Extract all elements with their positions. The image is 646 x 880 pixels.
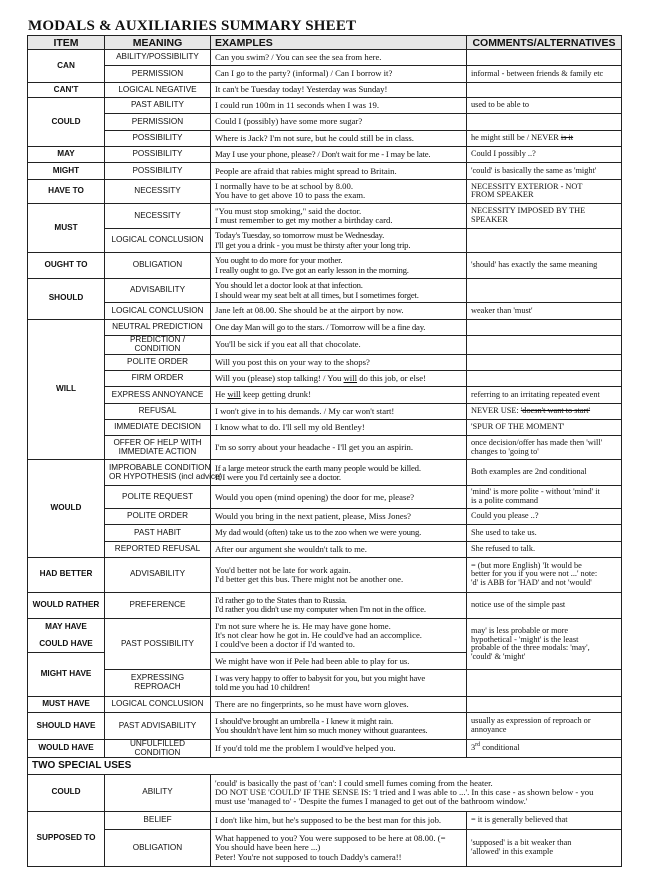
- ordinal-suffix: rd: [475, 742, 481, 749]
- comment-line: annoyance: [471, 724, 507, 734]
- comment: informal - between friends & family etc: [467, 66, 622, 82]
- item-will: WILL: [28, 319, 105, 459]
- meaning: POSSIBILITY: [105, 163, 211, 179]
- section-heading: TWO SPECIAL USES: [28, 758, 622, 774]
- meaning: POLITE REQUEST: [105, 486, 211, 508]
- table-row: [28, 370, 622, 386]
- example: It can't be Tuesday today! Yesterday was Sunday!: [211, 82, 467, 97]
- example-line: If I were you I'd certainly see a doctor.: [215, 471, 341, 482]
- example: [211, 204, 467, 229]
- table-row: [28, 147, 622, 163]
- meaning: LOGICAL CONCLUSION: [105, 303, 211, 319]
- comment: referring to an irritating repeated event: [467, 387, 622, 403]
- comment: [467, 354, 622, 370]
- comment: [467, 179, 622, 204]
- comment-line: 'd' is ABB for 'HAD' and not 'would': [471, 578, 592, 588]
- table-row: [28, 50, 622, 66]
- example: We might have won if Pele had been able to play for us.: [211, 652, 467, 669]
- table-row: [28, 739, 622, 758]
- item-would: WOULD: [28, 459, 105, 557]
- table-row: [28, 436, 622, 460]
- example-line: I really ought to go. I've got an early lesson in the morning.: [215, 264, 409, 275]
- comment-line: better for you if you were not ...' note:: [471, 569, 598, 579]
- meaning: PAST ABILITY: [105, 98, 211, 114]
- meaning: REFUSAL: [105, 403, 211, 419]
- item-supposed-to: SUPPOSED TO: [28, 811, 105, 867]
- meaning: UNFULFILLED CONDITION: [105, 739, 211, 758]
- meaning: NEUTRAL PREDICTION: [105, 319, 211, 335]
- meaning: POLITE ORDER: [105, 508, 211, 524]
- table-row: [28, 253, 622, 279]
- item-must: MUST: [28, 204, 105, 253]
- example-line: You have to get above 10 to pass the exam.: [215, 190, 366, 201]
- example: Will you post this on your way to the shops?: [211, 354, 467, 370]
- table-row: [28, 114, 622, 130]
- header-examples: EXAMPLES: [211, 36, 467, 50]
- example: [211, 670, 467, 697]
- meaning: POSSIBILITY: [105, 147, 211, 163]
- comment-line: 'supposed' is a bit weaker than: [471, 838, 572, 848]
- comment: [467, 336, 622, 355]
- example-line: You shouldn't have lent him so much money without guarantees.: [215, 724, 428, 735]
- table-row: [28, 541, 622, 557]
- comment: [467, 829, 622, 866]
- struck-text: 'doesn't want to start': [520, 405, 591, 415]
- comment: [467, 696, 622, 712]
- item-may-have: MAY HAVE: [45, 621, 87, 631]
- comment-line: once decision/offer has made then 'will': [471, 437, 603, 447]
- example: [211, 619, 467, 653]
- example-line: You ought to do more for your mother.: [215, 255, 343, 266]
- example-line: I normally have to be at school by 8.00.: [215, 181, 354, 192]
- item-could-special: COULD: [28, 774, 105, 811]
- table-row: [28, 179, 622, 204]
- comment-line: FROM SPEAKER: [471, 190, 534, 200]
- example: My dad would (often) take us to the zoo when we were young.: [211, 525, 467, 541]
- underlined-word: will: [227, 389, 241, 400]
- example-line: I'd better get this bus. There might not be another one.: [215, 573, 404, 584]
- example-line: 'could' is basically the past of 'can': I could smell fumes coming from the heater.: [215, 777, 493, 788]
- meaning-line: OR HYPOTHESIS (incl advice): [109, 471, 223, 481]
- example: [211, 774, 622, 811]
- item-had-better: HAD BETTER: [28, 557, 105, 592]
- comment: She used to take us.: [467, 525, 622, 541]
- table-row: [28, 163, 622, 179]
- meaning: NECESSITY: [105, 179, 211, 204]
- item-may: MAY: [28, 147, 105, 163]
- section-row: [28, 758, 622, 774]
- example: I know what to do. I'll sell my old Bentley!: [211, 420, 467, 436]
- table-row: [28, 713, 622, 740]
- comment-line: probable of the three modals: 'may',: [471, 643, 590, 653]
- table-row: [28, 319, 622, 335]
- table-row: [28, 619, 622, 653]
- comment-line: NECESSITY IMPOSED BY THE: [471, 206, 586, 216]
- meaning: FIRM ORDER: [105, 370, 211, 386]
- comment: [467, 228, 622, 253]
- table-row: [28, 525, 622, 541]
- example: Where is Jack? I'm not sure, but he could still be in class.: [211, 130, 467, 146]
- example-line: I should've brought an umbrella - I knew it might rain.: [215, 715, 394, 726]
- table-row: [28, 403, 622, 419]
- example: May I use your phone, please? / Don't wait for me - I may be late.: [211, 147, 467, 163]
- meaning: ABILITY: [105, 774, 211, 811]
- comment: [467, 713, 622, 740]
- example: I don't like him, but he's supposed to be the best man for this job.: [211, 811, 467, 829]
- table-row: [28, 557, 622, 592]
- meaning: NECESSITY: [105, 204, 211, 229]
- table-row: [28, 592, 622, 619]
- example: Would you bring in the next patient, please, Miss Jones?: [211, 508, 467, 524]
- example-line: You'd better not be late for work again.: [215, 564, 351, 575]
- item-could: COULD: [28, 98, 105, 147]
- summary-table: [27, 35, 622, 867]
- struck-text: is it: [560, 133, 574, 143]
- comment: [467, 370, 622, 386]
- item-must-have: MUST HAVE: [28, 696, 105, 712]
- comment: weaker than 'must': [467, 303, 622, 319]
- comment-line: SPEAKER: [471, 215, 508, 224]
- comment: [467, 486, 622, 508]
- meaning: BELIEF: [105, 811, 211, 829]
- table-row: [28, 130, 622, 146]
- meaning: POSSIBILITY: [105, 130, 211, 146]
- example: [211, 459, 467, 486]
- example-line: I must remember to get my mother a birthday card.: [215, 215, 393, 225]
- example-line: DO NOT USE 'COULD' IF THE SENSE IS: 'I tried and I was able to ...'. In this case - as shown below - you: [215, 787, 594, 798]
- comment: [467, 619, 622, 670]
- comment-line: 'could' & 'might': [471, 651, 526, 661]
- comment: [467, 82, 622, 97]
- example-text: He: [215, 389, 228, 400]
- meaning: EXPRESS ANNOYANCE: [105, 387, 211, 403]
- meaning: IMMEDIATE DECISION: [105, 420, 211, 436]
- example-line: I'd rather you didn't use my computer when I'm not in the office.: [215, 604, 426, 615]
- example-line: I was very happy to offer to babysit for you, but you might have: [215, 672, 425, 683]
- example: [211, 713, 467, 740]
- comment: Could you please ..?: [467, 508, 622, 524]
- example: People are afraid that rabies might spread to Britain.: [211, 163, 467, 179]
- comment-line: hypothetical - 'might' is the least: [471, 634, 579, 644]
- comment: [467, 739, 622, 758]
- meaning: LOGICAL CONCLUSION: [105, 228, 211, 253]
- page-title: MODALS & AUXILIARIES SUMMARY SHEET: [28, 18, 357, 34]
- comment-line: NECESSITY EXTERIOR - NOT: [471, 181, 583, 191]
- meaning: PERMISSION: [105, 114, 211, 130]
- header-comments: COMMENTS/ALTERNATIVES: [467, 36, 622, 50]
- example-line: I'll get you a drink - you must be thirsty after your long trip.: [215, 239, 411, 250]
- example-line: I should wear my seat belt at all times, but I sometimes forget.: [215, 289, 419, 300]
- comment: 'SPUR OF THE MOMENT': [467, 420, 622, 436]
- meaning: PREDICTION / CONDITION: [105, 336, 211, 355]
- comment-number: 3: [471, 743, 476, 753]
- comment-text: he might still be / NEVER: [471, 133, 559, 143]
- table-row: [28, 387, 622, 403]
- comment: [467, 670, 622, 697]
- table-row: [28, 98, 622, 114]
- comment-line: may' is less probable or more: [471, 625, 569, 635]
- table-row: [28, 82, 622, 97]
- item-could-have: COULD HAVE: [39, 638, 93, 648]
- comment: 'should' has exactly the same meaning: [467, 253, 622, 279]
- table-row: [28, 829, 622, 866]
- table-row: [28, 459, 622, 486]
- table-row: [28, 774, 622, 811]
- table-row: [28, 354, 622, 370]
- meaning: REPORTED REFUSAL: [105, 541, 211, 557]
- comment-line: changes to 'going to': [471, 446, 539, 456]
- comment: [467, 204, 622, 229]
- comment: [467, 114, 622, 130]
- example: There are no fingerprints, so he must have worn gloves.: [211, 696, 467, 712]
- example: If you'd told me the problem I would've helped you.: [211, 739, 467, 758]
- item-can: CAN: [28, 50, 105, 83]
- table-row: [28, 228, 622, 253]
- example-line: You should let a doctor look at that infection.: [215, 280, 363, 291]
- table-row: [28, 670, 622, 697]
- example: [211, 557, 467, 592]
- comment: Both examples are 2nd conditional: [467, 459, 622, 486]
- meaning-line: IMPROBABLE CONDITION: [109, 463, 211, 473]
- example: Jane left at 08.00. She should be at the airport by now.: [211, 303, 467, 319]
- comment: Could I possibly ..?: [467, 147, 622, 163]
- example-line: You should have been here ...): [215, 842, 321, 853]
- comment: [467, 557, 622, 592]
- meaning: LOGICAL NEGATIVE: [105, 82, 211, 97]
- table-row: [28, 204, 622, 229]
- meaning: PERMISSION: [105, 66, 211, 82]
- comment: [467, 319, 622, 335]
- table-row: [28, 508, 622, 524]
- item-ought-to: OUGHT TO: [28, 253, 105, 279]
- comment: She refused to talk.: [467, 541, 622, 557]
- example-line: told me you had 10 children!: [215, 682, 311, 693]
- example: One day Man will go to the stars. / Tomorrow will be a fine day.: [211, 319, 467, 335]
- example: [211, 829, 467, 866]
- comment: 'could' is basically the same as 'might': [467, 163, 622, 179]
- example: Could I (possibly) have some more sugar?: [211, 114, 467, 130]
- meaning: PREFERENCE: [105, 592, 211, 619]
- comment: [467, 436, 622, 460]
- example-line: I'd rather go to the States than to Russia.: [215, 595, 347, 606]
- example: [211, 253, 467, 279]
- example: I'm so sorry about your headache - I'll get you an aspirin.: [211, 436, 467, 460]
- item-would-rather: WOULD RATHER: [28, 592, 105, 619]
- meaning-line: IMMEDIATE ACTION: [118, 446, 197, 456]
- example-line: If a large meteor struck the earth many people would be killed.: [215, 462, 421, 473]
- example-line: Peter! You're not supposed to touch Daddy's camera!!: [215, 851, 402, 862]
- example: Can I go to the party? (informal) / Can I borrow it?: [211, 66, 467, 82]
- example: I won't give in to his demands. / My car won't start!: [211, 403, 467, 419]
- meaning: [105, 459, 223, 486]
- meaning: POLITE ORDER: [105, 354, 211, 370]
- example-line: What happened to you? You were supposed to be here at 08.00. (=: [215, 833, 446, 844]
- header-item: ITEM: [28, 36, 105, 50]
- item-have-to: HAVE TO: [28, 179, 105, 204]
- example-text: Will you (please) stop talking! / You: [215, 373, 344, 384]
- example: [211, 592, 467, 619]
- comment-line: 'allowed' in this example: [471, 846, 554, 856]
- comment-line: is a polite command: [471, 496, 539, 506]
- example-line: I could've been a doctor if I'd wanted to.: [215, 639, 355, 650]
- meaning: OBLIGATION: [105, 253, 211, 279]
- example-line: "You must stop smoking," said the doctor.: [215, 205, 362, 216]
- example: I could run 100m in 11 seconds when I was 19.: [211, 98, 467, 114]
- meaning: ADVISABILITY: [105, 557, 211, 592]
- comment: [467, 278, 622, 303]
- item-should: SHOULD: [28, 278, 105, 319]
- meaning: PAST HABIT: [105, 525, 211, 541]
- example-line: must use 'managed to' - 'Despite the fumes I managed to get out of the bathroom window.': [215, 796, 528, 807]
- example-text: keep getting drunk!: [240, 389, 312, 400]
- example: [211, 278, 467, 303]
- table-row: [28, 336, 622, 355]
- item-should-have: SHOULD HAVE: [28, 713, 105, 740]
- comment-text: conditional: [480, 743, 520, 753]
- table-row: [28, 66, 622, 82]
- meaning: ABILITY/POSSIBILITY: [105, 50, 211, 66]
- comment-line: = (but more English) 'It would be: [471, 560, 582, 570]
- table-row: [28, 696, 622, 712]
- underlined-word: will: [343, 373, 358, 384]
- example: After our argument she wouldn't talk to me.: [211, 541, 467, 557]
- meaning: LOGICAL CONCLUSION: [105, 696, 211, 712]
- comment: [467, 403, 622, 419]
- comment: used to be able to: [467, 98, 622, 114]
- example-text: do this job, or else!: [357, 373, 427, 384]
- table-row: [28, 420, 622, 436]
- comment-line: 'mind' is more polite - without 'mind' it: [471, 487, 600, 497]
- example: Would you open (mind opening) the door for me, please?: [211, 486, 467, 508]
- example-line: Today's Tuesday, so tomorrow must be Wednesday.: [215, 230, 385, 241]
- meaning: PAST ADVISABILITY: [105, 713, 211, 740]
- example-line: It's not clear how he got in. He could've had an accomplice.: [215, 630, 422, 641]
- meaning: EXPRESSING REPROACH: [105, 670, 211, 697]
- header-meaning: MEANING: [105, 36, 211, 50]
- meaning: PAST POSSIBILITY: [105, 619, 211, 670]
- item-cant: CAN'T: [28, 82, 105, 97]
- table-row: [28, 486, 622, 508]
- item-may-could-have: [28, 619, 105, 653]
- comment: = it is generally believed that: [467, 811, 622, 829]
- comment: notice use of the simple past: [467, 592, 622, 619]
- item-might-have: MIGHT HAVE: [28, 652, 105, 696]
- example: [211, 387, 467, 403]
- header-row: [28, 36, 622, 50]
- item-might: MIGHT: [28, 163, 105, 179]
- table-row: [28, 303, 622, 319]
- table-row: [28, 811, 622, 829]
- comment: [467, 50, 622, 66]
- item-would-have: WOULD HAVE: [28, 739, 105, 758]
- example: [211, 370, 467, 386]
- example: Can you swim? / You can see the sea from here.: [211, 50, 467, 66]
- comment: [467, 130, 622, 146]
- comment-text: NEVER USE:: [471, 405, 521, 415]
- table-row: [28, 278, 622, 303]
- example-line: I'm not sure where he is. He may have gone home.: [215, 620, 391, 631]
- meaning: [105, 436, 211, 460]
- example: [211, 179, 467, 204]
- comment-line: usually as expression of reproach or: [471, 716, 591, 726]
- example: [211, 228, 467, 253]
- example: You'll be sick if you eat all that chocolate.: [211, 336, 467, 355]
- meaning: ADVISABILITY: [105, 278, 211, 303]
- meaning: OBLIGATION: [105, 829, 211, 866]
- meaning-line: OFFER OF HELP WITH: [113, 438, 202, 447]
